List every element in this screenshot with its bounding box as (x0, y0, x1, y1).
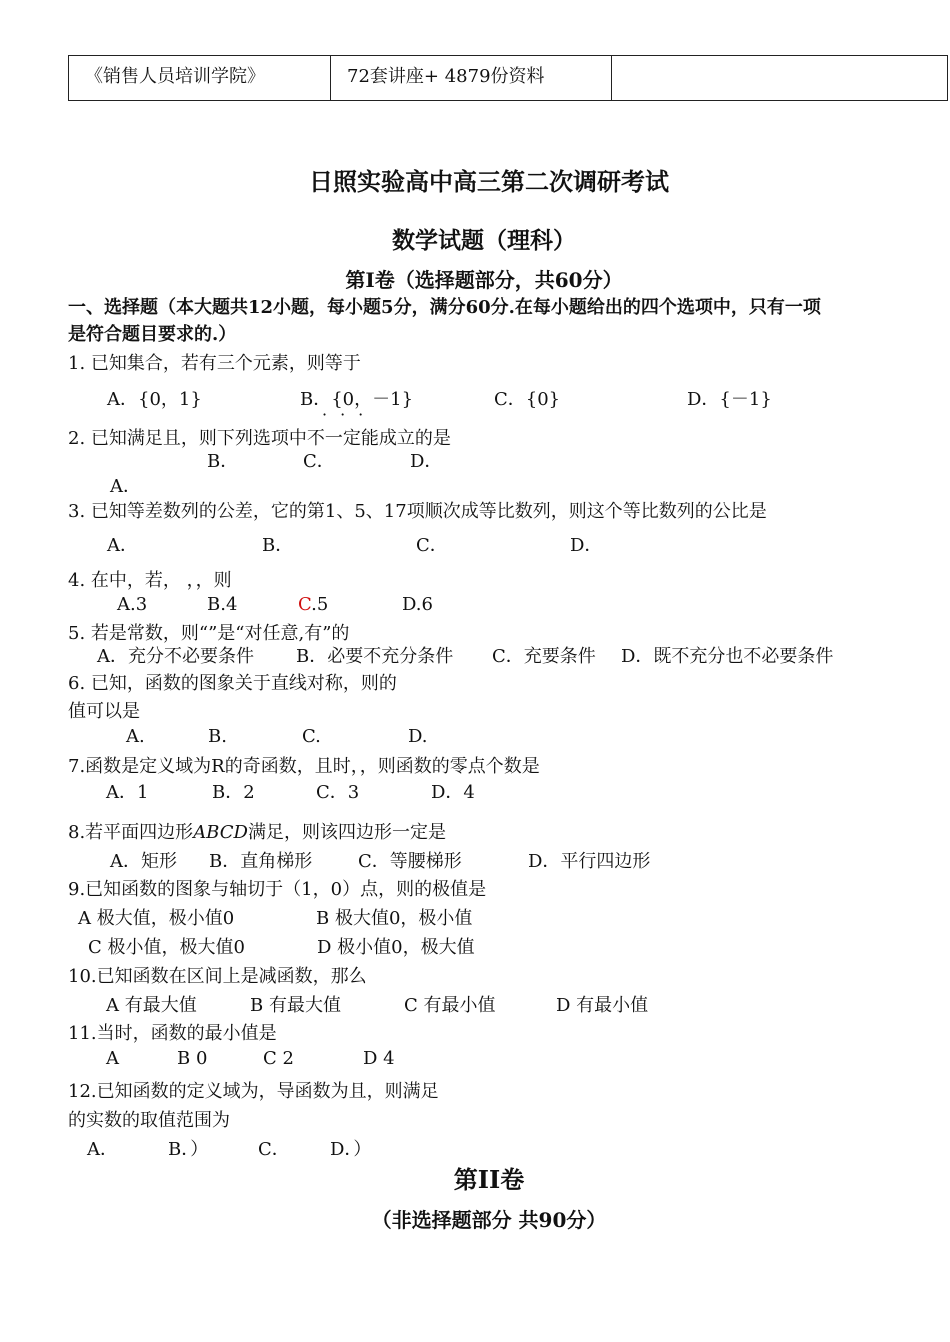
q8-option-c: C．等腰梯形 (358, 851, 462, 872)
q2-option-a: A． (110, 476, 141, 497)
header-table (68, 55, 948, 101)
q1-stem: 1. 已知集合，若有三个元素，则等于 (68, 353, 361, 374)
part1-heading: 第Ⅰ卷（选择题部分，共60分） (345, 268, 623, 292)
q1-option-d: D．{－1} (687, 389, 772, 410)
header-cell-course: 《销售人员培训学院》 (69, 56, 331, 100)
q5-option-d: D．既不充分也不必要条件 (621, 646, 834, 667)
q4-stem: 4. 在中，若， ，，则 (68, 570, 232, 591)
q6-option-b: B. (208, 726, 227, 747)
q2-option-b: B． (207, 451, 239, 472)
q12-option-b: B．） (168, 1139, 209, 1160)
part1-instruction-line1: 一、选择题（本大题共12小题，每小题5分，满分60分.在每小题给出的四个选项中，只有一项 (68, 297, 821, 318)
q12-option-c: C． (258, 1139, 290, 1160)
q4-option-c (298, 594, 328, 615)
q4-option-c-letter: C (298, 594, 312, 615)
q5-option-c: C．充要条件 (492, 646, 596, 667)
q11-option-c: C 2 (263, 1048, 294, 1069)
q7-option-d: D．4 (431, 782, 475, 803)
q7-option-c: C．3 (316, 782, 360, 803)
q4-option-d: D.6 (402, 594, 433, 615)
q3-option-a: A． (107, 535, 138, 556)
q4-option-a: A.3 (117, 594, 148, 615)
q8-stem (68, 818, 446, 844)
q8-option-a: A．矩形 (110, 851, 177, 872)
q2-option-d: D． (410, 451, 443, 472)
q6-option-a: A. (126, 726, 145, 747)
header-cell-materials: 72套讲座+ 4879份资料 (331, 56, 612, 100)
q5-option-a: A．充分不必要条件 (97, 646, 254, 667)
q12-stem-cont: 的实数的取值范围为 (68, 1110, 230, 1131)
q5-option-b: B．必要不充分条件 (296, 646, 454, 667)
header-cell-empty (612, 56, 947, 100)
q11-stem: 11.当时，函数的最小值是 (68, 1023, 277, 1044)
q6-option-c: C. (302, 726, 321, 747)
q7-option-a: A．1 (106, 782, 149, 803)
q4-option-c-value: .5 (311, 594, 329, 615)
q8-stem-abcd: ABCD (193, 822, 248, 843)
q9-option-c: C 极小值，极大值0 (88, 937, 245, 958)
q11-option-a: A (106, 1048, 119, 1069)
q9-option-b: B 极大值0，极小值 (316, 908, 473, 929)
q9-option-d: D 极小值0，极大值 (317, 937, 475, 958)
q8-stem-post: 满足，则该四边形一定是 (247, 822, 446, 843)
exam-subtitle: 数学试题（理科） (392, 227, 576, 254)
q3-option-b: B． (262, 535, 294, 556)
q8-stem-pre: 8.若平面四边形 (68, 822, 194, 843)
q7-option-b: B．2 (212, 782, 255, 803)
q10-option-b: B 有最大值 (250, 995, 341, 1016)
q10-option-a: A 有最大值 (106, 995, 197, 1016)
q2-emphasis-dots: ··· (322, 405, 377, 424)
q2-option-c: C． (303, 451, 335, 472)
q4-option-b: B.4 (207, 594, 238, 615)
q7-stem: 7.函数是定义域为R的奇函数，且时，，则函数的零点个数是 (68, 756, 540, 777)
q3-option-c: C． (416, 535, 448, 556)
q12-option-a: A． (87, 1139, 118, 1160)
part2-heading: 第II卷 (453, 1165, 525, 1194)
q10-option-c: C 有最小值 (404, 995, 496, 1016)
q12-stem: 12.已知函数的定义域为，导函数为且，则满足 (68, 1081, 439, 1102)
part1-instruction-line2: 是符合题目要求的.） (68, 324, 237, 345)
q3-option-d: D． (570, 535, 603, 556)
q8-option-b: B．直角梯形 (209, 851, 313, 872)
q9-option-a: A 极大值，极小值0 (78, 908, 235, 929)
q3-stem: 3. 已知等差数列的公差，它的第1、5、17项顺次成等比数列，则这个等比数列的公比是 (68, 501, 767, 522)
q10-stem: 10.已知函数在区间上是减函数，那么 (68, 966, 367, 987)
q1-option-c: C．{0} (494, 389, 561, 410)
q8-option-d: D．平行四边形 (528, 851, 651, 872)
part2-subheading: （非选择题部分 共90分） (371, 1208, 607, 1232)
q5-stem: 5. 若是常数，则“”是“对任意,有”的 (68, 623, 350, 644)
q2-stem: 2. 已知满足且，则下列选项中不一定能成立的是 (68, 428, 451, 449)
exam-title: 日照实验高中高三第二次调研考试 (309, 167, 669, 196)
q9-stem: 9.已知函数的图象与轴切于（1，0）点，则的极值是 (68, 879, 487, 900)
q6-stem: 6. 已知，函数的图象关于直线对称，则的 (68, 673, 397, 694)
q10-option-d: D 有最小值 (556, 995, 649, 1016)
q11-option-b: B 0 (177, 1048, 208, 1069)
q6-option-d: D. (408, 726, 428, 747)
q12-option-d: D．） (330, 1139, 372, 1160)
q1-option-b: B．{0，－1} (300, 389, 414, 410)
q6-stem-cont: 值可以是 (68, 701, 140, 722)
q11-option-d: D 4 (363, 1048, 395, 1069)
q1-option-a: A．{0，1} (107, 389, 202, 410)
